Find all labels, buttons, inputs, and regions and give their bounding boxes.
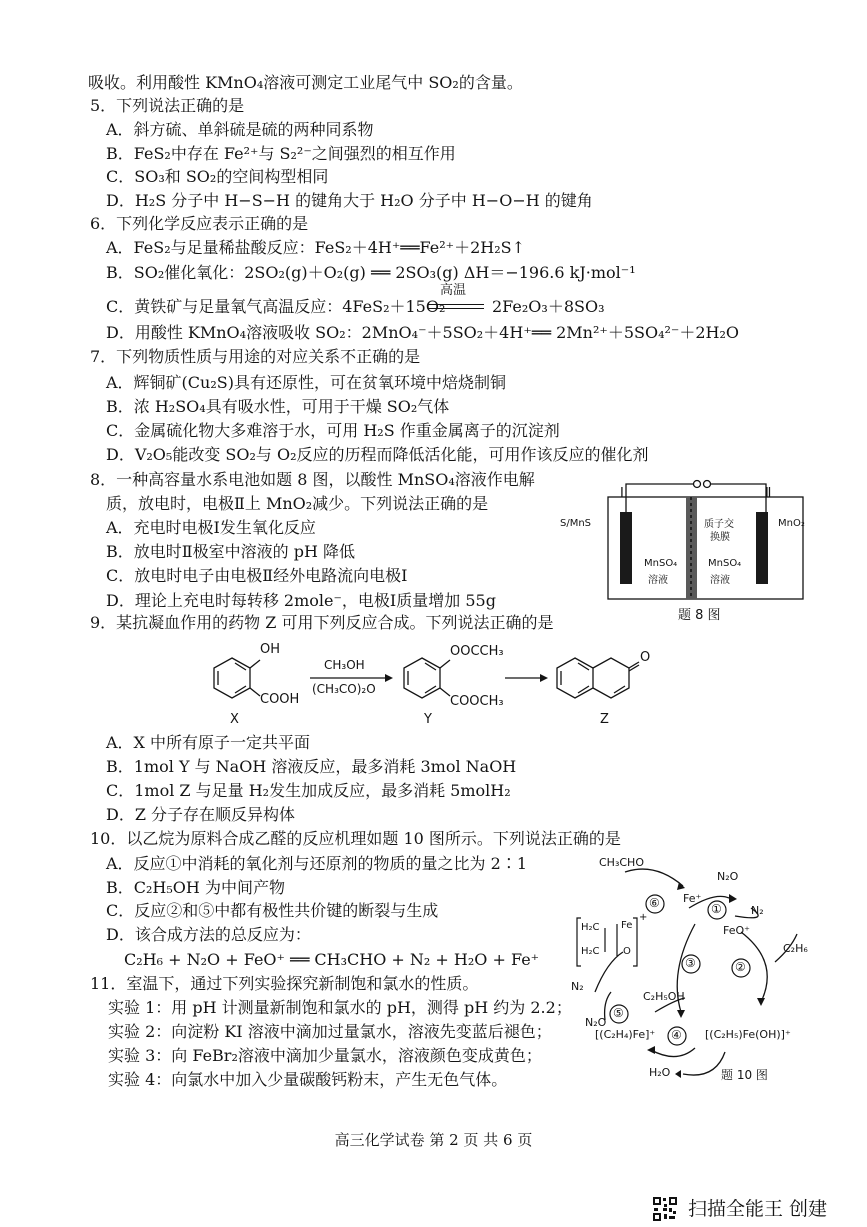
q10-overall-equation: C₂H₆ + N₂O + FeO⁺ ══ CH₃CHO + N₂ + H₂O + Fe⁺	[124, 950, 540, 969]
figure-10-catalytic-cycle	[565, 852, 820, 1092]
label-x: X	[230, 712, 239, 727]
reactant-n2o-top: N₂O	[717, 870, 739, 883]
q8-option-a: A．充电时电极Ⅰ发生氧化反应	[106, 518, 316, 537]
q5-option-b: B．FeS₂中存在 Fe²⁺与 S₂²⁻之间强烈的相互作用	[106, 144, 456, 163]
q7-option-b: B．浓 H₂SO₄具有吸水性，可用于干燥 SO₂气体	[106, 397, 450, 416]
q9-option-c: C．1mol Z 与足量 H₂发生加成反应，最多消耗 5molH₂	[106, 781, 511, 800]
label-y: Y	[424, 712, 432, 727]
q9-option-a: A．X 中所有原子一定共平面	[106, 733, 311, 752]
page-footer: 高三化学试卷 第 2 页 共 6 页	[334, 1131, 533, 1149]
step-5-label: ⑤	[613, 1006, 624, 1020]
x-cooh-group: COOH	[260, 692, 300, 707]
question-8-line1: 8．一种高容量水系电池如题 8 图，以酸性 MnSO₄溶液作电解	[90, 470, 535, 489]
continued-text: 吸收。利用酸性 KMnO₄溶液可测定工业尾气中 SO₂的含量。	[88, 73, 523, 92]
q9-option-d: D．Z 分子存在顺反异构体	[106, 805, 296, 824]
q7-option-d: D．V₂O₅能改变 SO₂与 O₂反应的历程而降低活化能，可用作该反应的催化剂	[106, 445, 649, 464]
compound-x-structure	[214, 658, 260, 698]
q10-option-b: B．C₂H₅OH 为中间产物	[106, 878, 285, 897]
q9-option-b: B．1mol Y 与 NaOH 溶液反应，最多消耗 3mol NaOH	[106, 757, 517, 776]
q6-option-c-left: C．黄铁矿与足量氧气高温反应：4FeS₂＋15O₂	[106, 297, 446, 316]
terminal-left-icon	[694, 481, 701, 488]
reactant-ethane: C₂H₆	[783, 942, 808, 955]
x-oh-group: OH	[260, 642, 281, 657]
reactant-n2o-left: N₂O	[585, 1016, 607, 1029]
battery-diagram	[560, 472, 820, 624]
q8-option-d: D．理论上充电时每转移 2mole⁻，电极Ⅰ质量增加 55g	[106, 591, 496, 610]
scanner-watermark-text: 扫描全能王 创建	[688, 1198, 828, 1220]
terminal-right-icon	[704, 481, 711, 488]
left-solution-label-2: 溶液	[648, 575, 668, 586]
left-solution-label-1: MnSO₄	[644, 558, 678, 569]
q6-option-c-condition: 高温	[440, 283, 467, 298]
cell-container	[608, 497, 803, 599]
right-solution-label-1: MnSO₄	[708, 558, 742, 569]
ring-h2c-top: H₂C	[581, 922, 600, 933]
q10-option-d: D．该合成方法的总反应为：	[106, 925, 311, 944]
qr-code-icon	[652, 1196, 678, 1222]
y-ester-bottom: COOCH₃	[450, 694, 504, 709]
q5-option-c: C．SO₃和 SO₂的空间构型相同	[106, 167, 329, 186]
reagent-methanol: CH₃OH	[324, 658, 365, 672]
q7-option-c: C．金属硫化物大多难溶于水，可用 H₂S 作重金属离子的沉淀剂	[106, 421, 560, 440]
question-9: 9．某抗凝血作用的药物 Z 可用下列反应合成。下列说法正确的是	[90, 613, 554, 632]
ring-fe: Fe	[621, 920, 633, 931]
question-8-line2: 质，放电时，电极Ⅱ上 MnO₂减少。下列说法正确的是	[106, 494, 489, 513]
experiment-3: 实验 3：向 FeBr₂溶液中滴加少量氯水，溶液颜色变成黄色；	[108, 1046, 542, 1065]
step-2-label: ②	[735, 960, 746, 974]
figure-8-caption: 题 8 图	[678, 608, 721, 623]
figure-8-battery	[560, 472, 820, 624]
ring-charge: +	[639, 912, 648, 923]
product-water: H₂O	[649, 1066, 671, 1079]
q7-option-a: A．辉铜矿(Cu₂S)具有还原性，可在贫氧环境中焙烧制铜	[106, 373, 506, 392]
right-solution-label-2: 溶液	[710, 575, 730, 586]
compound-z-structure	[557, 658, 639, 698]
catalytic-cycle-diagram	[565, 852, 820, 1092]
q6-option-b: B．SO₂催化氧化：2SO₂(g)＋O₂(g) ══ 2SO₃(g) ΔH＝−196.6 kJ·mol⁻¹	[106, 263, 636, 282]
q10-option-a: A．反应①中消耗的氧化剂与还原剂的物质的量之比为 2∶1	[106, 854, 528, 873]
step-1-label: ①	[711, 902, 722, 916]
species-ethanol: C₂H₅OH	[643, 990, 685, 1003]
q6-option-c-right: 2Fe₂O₃＋8SO₃	[492, 297, 605, 316]
species-ethylene-fe: [(C₂H₄)Fe]⁺	[595, 1028, 656, 1041]
q8-option-b: B．放电时Ⅱ极室中溶液的 pH 降低	[106, 542, 356, 561]
q5-option-d: D．H₂S 分子中 H−S−H 的键角大于 H₂O 分子中 H−O−H 的键角	[106, 191, 593, 210]
membrane-label-2: 换膜	[710, 532, 730, 543]
experiment-1: 实验 1：用 pH 计测量新制饱和氯水的 pH，测得 pH 约为 2.2；	[108, 998, 572, 1017]
step-6-label: ⑥	[649, 896, 660, 910]
question-10: 10．以乙烷为原料合成乙醛的反应机理如题 10 图所示。下列说法正确的是	[90, 829, 621, 848]
electrode-ii-material: MnO₂	[778, 518, 805, 529]
product-n2-right: N₂	[751, 904, 764, 917]
species-feo-plus: FeO⁺	[723, 924, 750, 937]
q10-option-c: C．反应②和⑤中都有极性共价键的断裂与生成	[106, 901, 439, 920]
question-7: 7．下列物质性质与用途的对应关系不正确的是	[90, 347, 421, 366]
compound-y-structure	[404, 658, 450, 698]
q6-equals-sign	[428, 304, 484, 309]
step-4-label: ④	[671, 1028, 682, 1042]
question-6: 6．下列化学反应表示正确的是	[90, 214, 309, 233]
experiment-2: 实验 2：向淀粉 KI 溶液中滴加过量氯水，溶液先变蓝后褪色；	[108, 1022, 552, 1041]
electrode-i-material: S/MnS	[560, 518, 592, 529]
z-carbonyl-oxygen: O	[640, 650, 651, 665]
species-ethyl-fe-oh: [(C₂H₅)Fe(OH)]⁺	[705, 1028, 791, 1041]
species-fe-plus: Fe⁺	[683, 892, 702, 905]
product-acetaldehyde: CH₃CHO	[599, 856, 644, 869]
electrode-i	[620, 512, 632, 584]
experiment-4: 实验 4：向氯水中加入少量碳酸钙粉末，产生无色气体。	[108, 1070, 508, 1089]
membrane-label-1: 质子交	[704, 519, 734, 530]
q6-option-a: A．FeS₂与足量稀盐酸反应：FeS₂＋4H⁺══Fe²⁺＋2H₂S↑	[106, 238, 526, 257]
electrode-ii	[756, 512, 768, 584]
electrode-ii-label: Ⅱ	[765, 486, 772, 501]
electrode-i-label: Ⅰ	[620, 486, 624, 501]
step-3-label: ③	[685, 956, 696, 970]
product-n2-left: N₂	[571, 980, 584, 993]
q8-option-c: C．放电时电子由电极Ⅱ经外电路流向电极Ⅰ	[106, 566, 408, 585]
scanner-watermark	[652, 1196, 862, 1222]
y-ester-top: OOCCH₃	[450, 644, 504, 659]
figure-10-caption: 题 10 图	[721, 1068, 768, 1082]
ring-oxygen: O	[623, 946, 631, 957]
q6-option-d: D．用酸性 KMnO₄溶液吸收 SO₂：2MnO₄⁻＋5SO₂＋4H⁺══ 2Mn²⁺＋5SO₄²⁻＋2H₂O	[106, 323, 740, 342]
ring-h2c-bottom: H₂C	[581, 946, 600, 957]
figure-9-synthesis	[200, 636, 680, 730]
reagent-anhydride: (CH₃CO)₂O	[312, 682, 376, 696]
label-z: Z	[600, 712, 609, 727]
question-5: 5．下列说法正确的是	[90, 96, 245, 115]
question-11: 11．室温下，通过下列实验探究新制饱和氯水的性质。	[90, 974, 479, 993]
q5-option-a: A．斜方硫、单斜硫是硫的两种同系物	[106, 120, 374, 139]
